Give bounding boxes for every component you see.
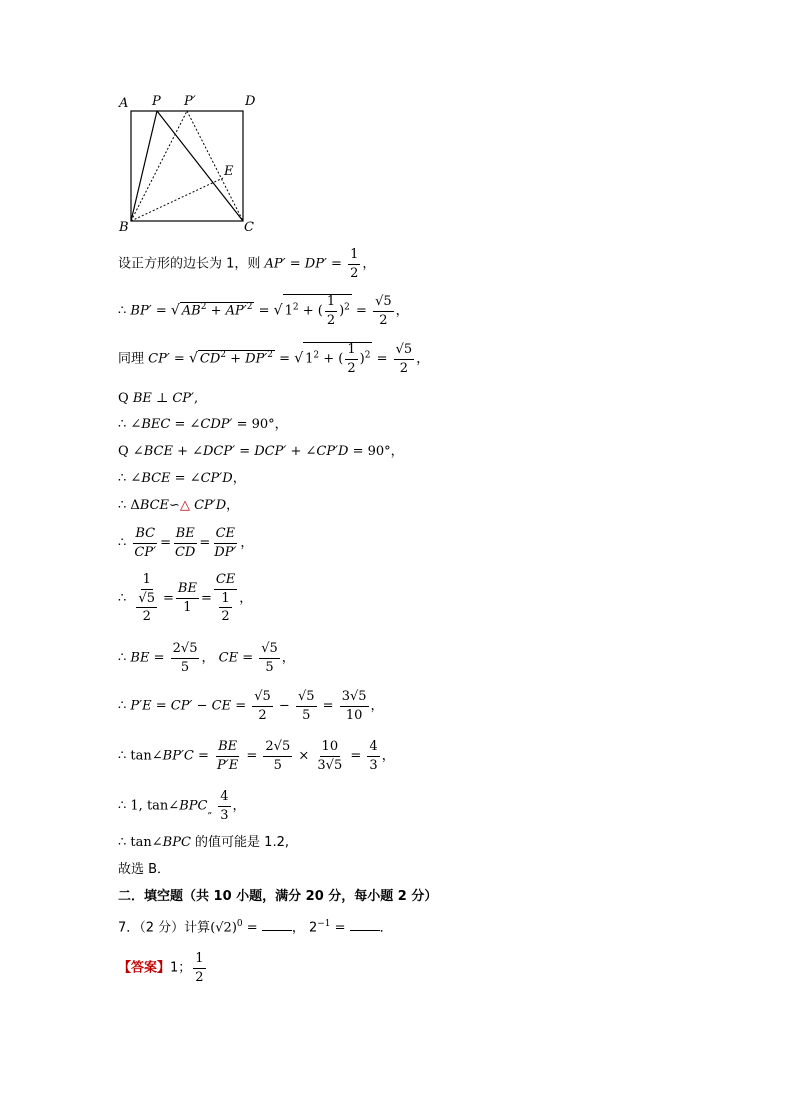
answer-line: 【答案】1； $\frac{1}{2}$ xyxy=(118,951,204,985)
line-7: ∴ ∠BCE = ∠CP′D， xyxy=(118,471,246,486)
line-8: ∴ ΔBCE∽△ CP′D， xyxy=(118,498,240,513)
line-16: 故选 B． xyxy=(118,862,171,877)
line-11: ∴ BE = $\frac{2√5}{5}$ ， CE = $\frac{√5}{5}$ ， xyxy=(118,641,295,675)
line-6: Q ∠BCE + ∠DCP′ = DCP′ + ∠CP′D = 90°， xyxy=(118,444,404,459)
question-7: 7．（2 分）计算$(√2)^0$ = ， $2^{-1}$ = ． xyxy=(118,919,393,936)
line-12: ∴ P′E = CP′ − CE = $\frac{√5}{2}$ − $\frac{√5}{5}$ = $\frac{3√5}{10}$ ， xyxy=(118,689,384,723)
line-5: ∴ ∠BEC = ∠CDP′ = 90°， xyxy=(118,417,288,432)
line-2: ∴ BP′ = √ $AB^2 + AP'^2$ = √ $1^2$ + ( $\frac{1}{2}$ )$^2$ = $\frac{√5}{2}$ ， xyxy=(118,294,409,328)
segment-p-prime-c xyxy=(187,111,243,221)
label-c: C xyxy=(244,220,254,235)
segment-bp xyxy=(131,111,157,221)
line-3: 同理 CP′ = √ $CD^2 + DP'^2$ = √ $1^2$ + ( $\frac{1}{2}$ )$^2$ = $\frac{√5}{2}$ ， xyxy=(118,342,430,376)
segment-be xyxy=(131,178,223,221)
section-heading: 二．填空题（共 10 小题，满分 20 分，每小题 2 分） xyxy=(118,889,438,904)
line-10: ∴ $\frac{1}{\frac{√5}{2}}$ = $\frac{BE}{1}$ = $\frac{CE}{\frac{1}{2}}$ ， xyxy=(118,572,253,625)
segment-bp-prime xyxy=(131,111,187,221)
label-b: B xyxy=(119,220,129,235)
label-e: E xyxy=(224,164,234,179)
line-4: Q BE ⊥ CP′, xyxy=(118,391,199,406)
label-a: A xyxy=(119,96,129,111)
line-13: ∴ tan∠BP′C = $\frac{BE}{P'E}$ = $\frac{2√5}{5}$ × $\frac{10}{3√5}$ = $\frac{4}{3}$ ， xyxy=(118,739,395,773)
label-p: P xyxy=(152,94,161,109)
line-14: ∴ 1, $\tan\angle BPC_„$ $\frac{4}{3}$ ， xyxy=(118,789,246,823)
square-figure xyxy=(110,90,270,235)
label-d: D xyxy=(245,94,256,109)
line-15: ∴ tan∠BPC 的值可能是 1.2, xyxy=(118,835,289,850)
line-1: 设正方形的边长为 1，则 AP′ = DP′ = $\frac{1}{2}$ ， xyxy=(118,247,376,281)
line-9: ∴ $\frac{BC}{CP'}$ = $\frac{BE}{CD}$ = $\frac{CE}{DP'}$ ， xyxy=(118,526,254,560)
label-p-prime: P′ xyxy=(184,94,196,109)
